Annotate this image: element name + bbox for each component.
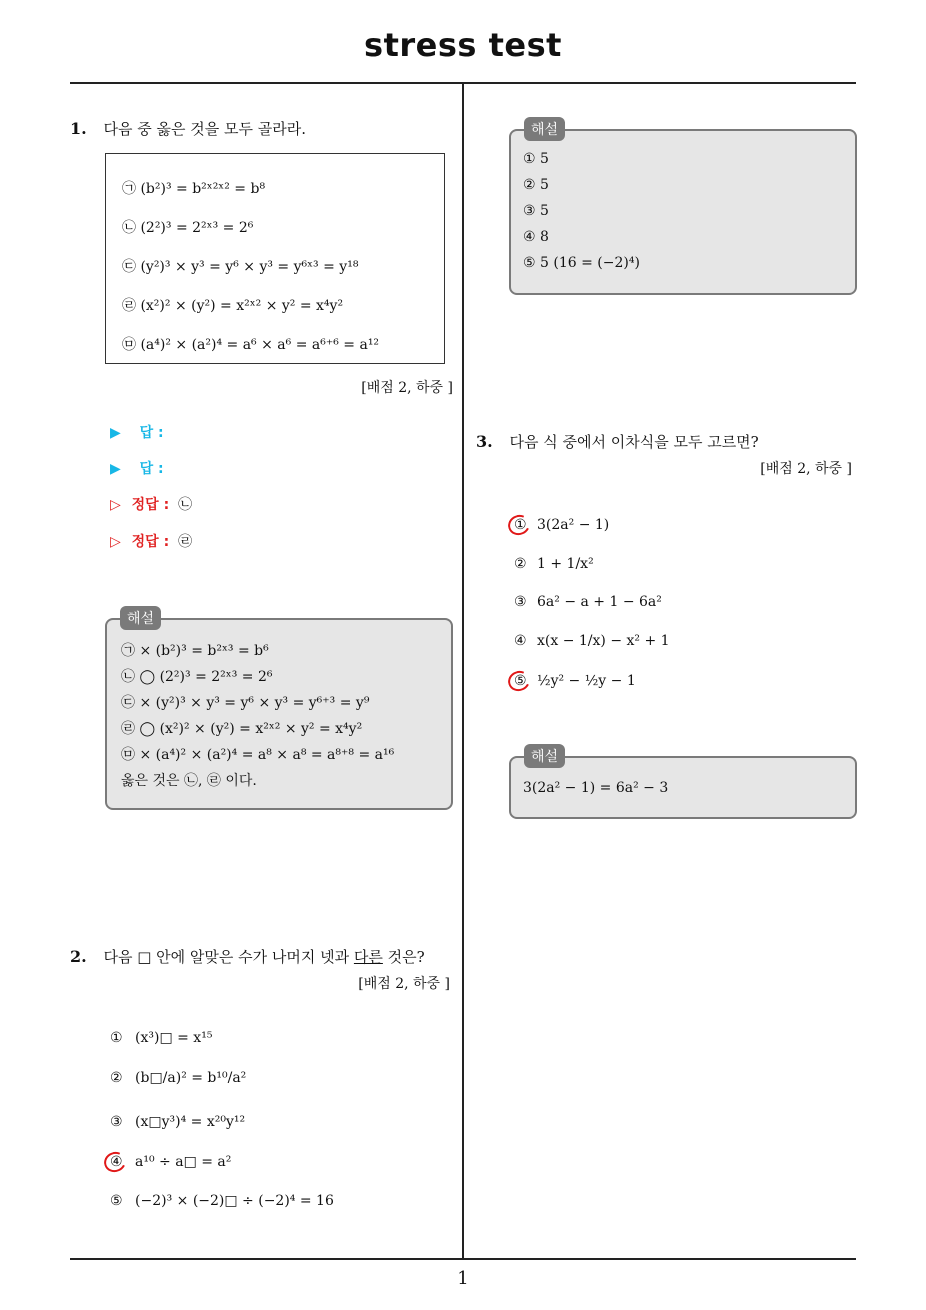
choice-expr: 1 + 1/x²: [537, 556, 594, 572]
answer-label: 답 :: [139, 425, 164, 441]
choice-label: ⑤: [110, 1193, 123, 1209]
q1-answer-1: [110, 422, 164, 442]
q2-solution-line-5: ⑤ 5 (16 = (−2)⁴): [523, 255, 640, 271]
q1-solution-line-3: ㉢ × (y²)³ × y³ = y⁶ × y³ = y⁶⁺³ = y⁹: [121, 695, 370, 711]
choice-expr: a¹⁰ ÷ a□ = a²: [135, 1154, 232, 1170]
choice-label: ⑤: [514, 673, 527, 689]
correct-label: 정답 :: [131, 497, 170, 513]
choice-label: ①: [110, 1030, 123, 1046]
q2-text-before: 다음 □ 안에 알맞은 수가 나머지 넷과: [103, 948, 354, 966]
q1-points: [배점 2, 하중 ]: [361, 380, 453, 396]
q1-solution-line-5: ㉤ × (a⁴)² × (a²)⁴ = a⁸ × a⁸ = a⁸⁺⁸ = a¹⁶: [121, 747, 395, 763]
q2-solution-line-2: ② 5: [523, 177, 549, 193]
choice-expr: (x³)□ = x¹⁵: [135, 1030, 213, 1046]
answer-label: 답 :: [139, 461, 164, 477]
q1-answer-2: [110, 458, 164, 478]
q3-number: 3.: [476, 432, 493, 451]
q3-points: [배점 2, 하중 ]: [760, 461, 852, 477]
q3-solution-line-1: 3(2a² − 1) = 6a² − 3: [523, 780, 669, 796]
q2-number: 2.: [70, 947, 87, 966]
q2-points: [배점 2, 하중 ]: [358, 976, 450, 992]
q1-choices-box: [105, 153, 445, 364]
q1-choice-1: ㉠ (b²)³ = b²ˣ²ˣ² = b⁸: [122, 181, 266, 197]
choice-label: ②: [514, 556, 527, 572]
choice-expr: 3(2a² − 1): [537, 517, 610, 533]
q2-header: [70, 946, 425, 967]
q3-solution-tag: 해설: [524, 744, 565, 768]
play-outline-icon: ▷: [110, 497, 121, 513]
q1-header: [70, 118, 306, 139]
q1-choice-3: ㉢ (y²)³ × y³ = y⁶ × y³ = y⁶ˣ³ = y¹⁸: [122, 259, 359, 275]
choice-label: ④: [514, 633, 527, 649]
correct-label: 정답 :: [131, 534, 170, 550]
choice-expr: (−2)³ × (−2)□ ÷ (−2)⁴ = 16: [135, 1193, 334, 1209]
bottom-rule: [70, 1258, 856, 1260]
q2-solution-tag: 해설: [524, 117, 565, 141]
play-outline-icon: ▷: [110, 534, 121, 550]
play-icon: ▶: [110, 461, 121, 477]
correct-value: ㉣: [178, 534, 193, 550]
choice-expr: ½y² − ½y − 1: [537, 673, 636, 689]
correct-value: ㉡: [178, 497, 193, 513]
q3-choice-3: [514, 594, 662, 610]
choice-expr: 6a² − a + 1 − 6a²: [537, 594, 662, 610]
choice-expr: (x□y³)⁴ = x²⁰y¹²: [135, 1114, 246, 1130]
page-number: 1: [457, 1268, 469, 1289]
choice-label: ②: [110, 1070, 123, 1086]
q1-solution-tag: 해설: [120, 606, 161, 630]
q2-choice-3: [110, 1114, 245, 1130]
q2-text-underlined: 다른: [353, 948, 383, 966]
q2-solution-line-4: ④ 8: [523, 229, 549, 245]
choice-expr: x(x − 1/x) − x² + 1: [537, 633, 670, 649]
q1-solution-line-6: 옳은 것은 ㉡, ㉣ 이다.: [121, 773, 257, 789]
q1-choice-4: ㉣ (x²)² × (y²) = x²ˣ² × y² = x⁴y²: [122, 298, 344, 314]
q3-header: [476, 431, 759, 452]
q1-solution-line-2: ㉡ ◯ (2²)³ = 2²ˣ³ = 2⁶: [121, 669, 273, 685]
q1-correct-2: [110, 531, 192, 551]
q2-text: [103, 948, 424, 966]
q1-number: 1.: [70, 119, 87, 138]
q2-choice-4: [110, 1154, 231, 1170]
q3-choice-1: [514, 517, 609, 533]
q2-choice-2: [110, 1070, 246, 1086]
q2-solution-box: [509, 129, 857, 295]
q1-correct-1: [110, 494, 192, 514]
q2-text-after: 것은?: [382, 948, 425, 966]
q3-choice-2: [514, 556, 594, 572]
choice-label: ①: [514, 517, 527, 533]
choice-label: ③: [110, 1114, 123, 1130]
q1-solution-box: [105, 618, 453, 810]
q2-solution-line-3: ③ 5: [523, 203, 549, 219]
q1-choice-2: ㉡ (2²)³ = 2²ˣ³ = 2⁶: [122, 220, 254, 236]
q2-choice-5: [110, 1193, 334, 1209]
q3-choice-5: [514, 673, 636, 689]
q3-choice-4: [514, 633, 670, 649]
q1-text: 다음 중 옳은 것을 모두 골라라.: [103, 120, 306, 138]
choice-label: ④: [110, 1154, 123, 1170]
column-divider: [462, 83, 464, 1259]
q3-text: 다음 식 중에서 이차식을 모두 고르면?: [509, 433, 759, 451]
play-icon: ▶: [110, 425, 121, 441]
q2-solution-line-1: ① 5: [523, 151, 549, 167]
q2-choice-1: [110, 1030, 212, 1046]
q1-solution-line-4: ㉣ ◯ (x²)² × (y²) = x²ˣ² × y² = x⁴y²: [121, 721, 363, 737]
q1-choice-5: ㉤ (a⁴)² × (a²)⁴ = a⁶ × a⁶ = a⁶⁺⁶ = a¹²: [122, 337, 380, 353]
page-title: stress test: [364, 26, 562, 64]
choice-label: ③: [514, 594, 527, 610]
choice-expr: (b□/a)² = b¹⁰/a²: [135, 1070, 247, 1086]
q1-solution-line-1: ㉠ × (b²)³ = b²ˣ³ = b⁶: [121, 643, 269, 659]
